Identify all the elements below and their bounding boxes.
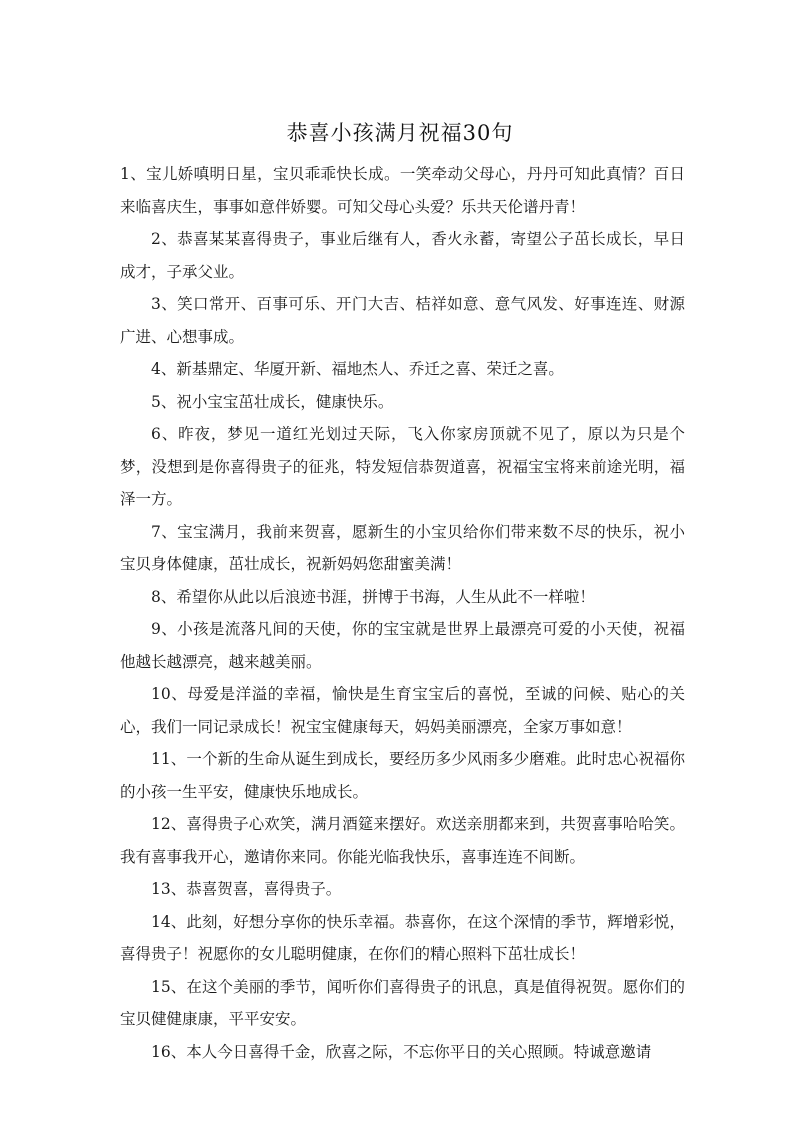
- paragraph-5: 5、祝小宝宝茁壮成长，健康快乐。: [151, 392, 394, 411]
- paragraph-12: 12、喜得贵子心欢笑，满月酒筵来摆好。欢送亲朋都来到，共贺喜事哈哈笑。我有喜事我开心，邀请你来同。你能光临我快乐，喜事连连不间断。: [120, 815, 685, 866]
- document-title: 恭喜小孩满月祝福30句: [286, 121, 514, 145]
- paragraph-4: 4、新基鼎定、华厦开新、福地杰人、乔迁之喜、荣迁之喜。: [151, 360, 564, 378]
- paragraph-2: 2、恭喜某某喜得贵子，事业后继有人，香火永蓄，寄望公子茁长成长，早日成才，子承父业。: [120, 230, 685, 281]
- paragraph-10: 10、母爱是洋溢的幸福，愉快是生育宝宝后的喜悦，至诚的问候、贴心的关心，我们一同记录成长！祝宝宝健康每天，妈妈美丽漂亮，全家万事如意！: [120, 685, 685, 736]
- paragraph-7: 7、宝宝满月，我前来贺喜，愿新生的小宝贝给你们带来数不尽的快乐，祝小宝贝身体健康，茁壮成长，祝新妈妈您甜蜜美满！: [120, 522, 685, 573]
- paragraph-15: 15、在这个美丽的季节，闻听你们喜得贵子的讯息，真是值得祝贺。愿你们的宝贝健健康康，平平安安。: [120, 977, 685, 1028]
- paragraph-6: 6、昨夜，梦见一道红光划过天际，飞入你家房顶就不见了，原以为只是个梦，没想到是你喜得贵子的征兆，特发短信恭贺道喜，祝福宝宝将来前途光明，福泽一方。: [120, 425, 685, 508]
- paragraph-8: 8、希望你从此以后浪迹书涯，拼博于书海，人生从此不一样啦！: [151, 587, 595, 606]
- paragraph-9: 9、小孩是流落凡间的天使，你的宝宝就是世界上最漂亮可爱的小天使，祝福他越长越漂亮，越来越美丽。: [120, 620, 685, 671]
- document-body: [120, 158, 685, 1068]
- paragraph-16: 16、本人今日喜得千金，欣喜之际，不忘你平日的关心照顾。特诚意邀请: [151, 1042, 652, 1061]
- paragraph-11: 11、一个新的生命从诞生到成长，要经历多少风雨多少磨难。此时忠心祝福你的小孩一生平安，健康快乐地成长。: [120, 750, 685, 801]
- paragraph-1: 1、宝儿娇嗔明日星，宝贝乖乖快长成。一笑牵动父母心，丹丹可知此真情？百日来临喜庆生，事事如意伴娇婴。可知父母心头爱？乐共天伦谱丹青！: [120, 165, 685, 216]
- paragraph-3: 3、笑口常开、百事可乐、开门大吉、桔祥如意、意气风发、好事连连、财源广进、心想事成。: [120, 295, 685, 346]
- paragraph-13: 13、恭喜贺喜，喜得贵子。: [151, 880, 342, 898]
- paragraph-14: 14、此刻，好想分享你的快乐幸福。恭喜你，在这个深情的季节，辉增彩悦，喜得贵子！祝愿你的女儿聪明健康，在你们的精心照料下茁壮成长！: [120, 912, 685, 963]
